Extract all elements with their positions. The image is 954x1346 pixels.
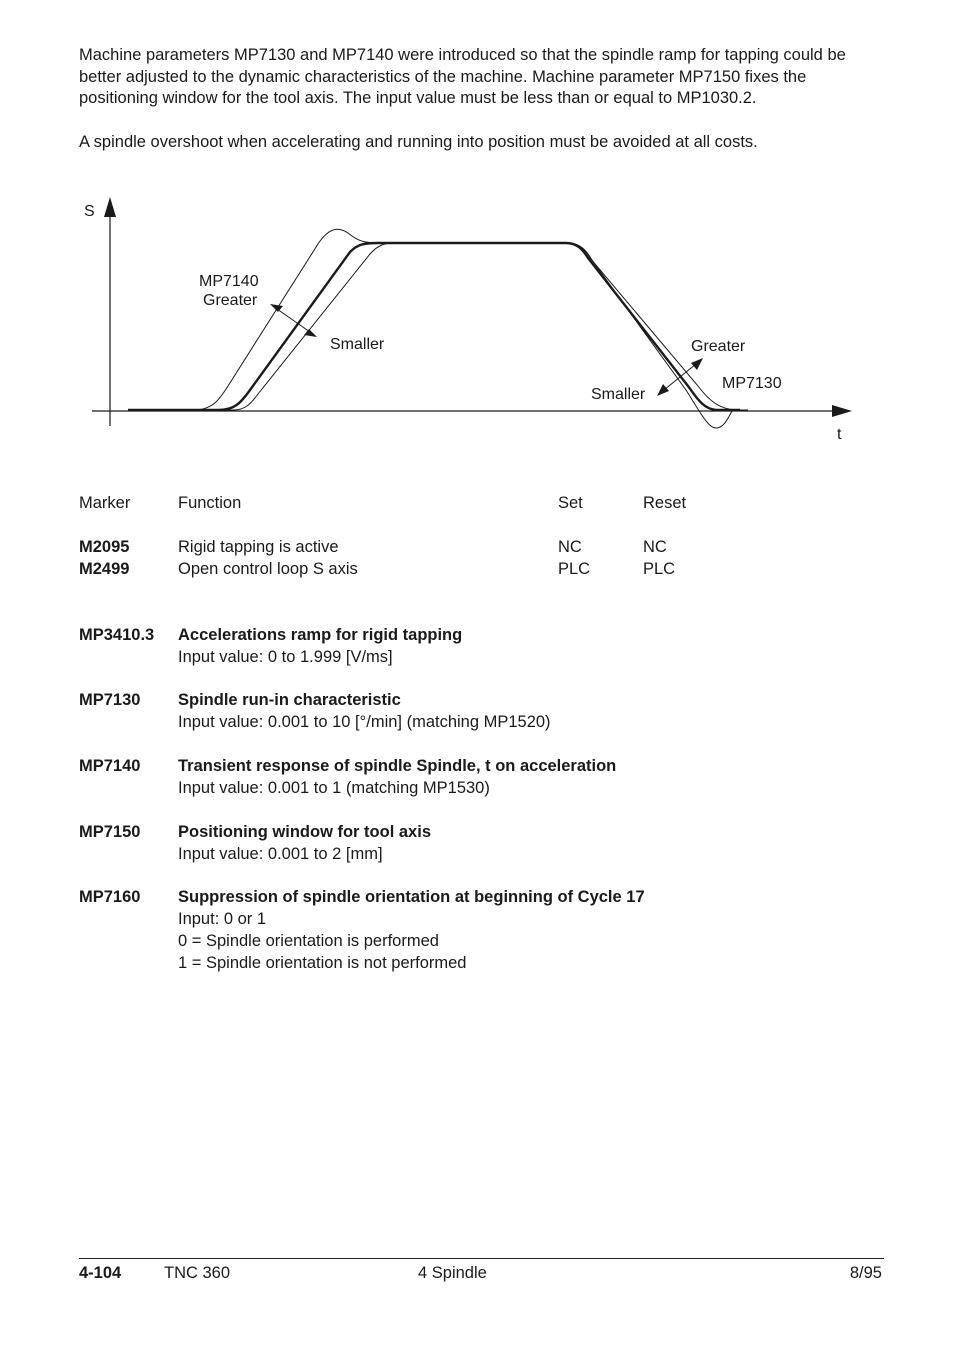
- header-reset: Reset: [643, 494, 687, 512]
- intro-paragraph-1: Machine parameters MP7130 and MP7140 were introduced so that the spindle ramp for tapping could be better adjusted to the dynamic characteristics of the machine. Machine parameter MP7150 fixes the positioning window for the tool axis. The input value must be less than or equal to MP1030.2.: [79, 46, 846, 107]
- param-line: 0 = Spindle orientation is performed: [178, 932, 439, 950]
- param-id: MP7160: [79, 888, 141, 906]
- marker-set: NC: [558, 538, 582, 556]
- table-row: [79, 558, 879, 580]
- param-line: Input value: 0.001 to 2 [mm]: [178, 845, 383, 863]
- param-id: MP7150: [79, 823, 141, 841]
- page-number: 4-104: [79, 1264, 122, 1282]
- y-axis-arrow: [104, 197, 116, 217]
- label-smaller-right: Smaller: [591, 386, 646, 403]
- param-line: Input value: 0.001 to 1 (matching MP1530): [178, 779, 490, 797]
- param-line: Input value: 0.001 to 10 [°/min] (matching MP1520): [178, 713, 551, 731]
- edition-date: 8/95: [849, 1264, 882, 1282]
- curve-overshoot: [128, 229, 772, 428]
- mp7130-arrow-head-lower: [657, 384, 669, 396]
- param-mp7140: [79, 755, 879, 799]
- intro-text: [79, 45, 889, 153]
- marker-id: M2499: [79, 560, 130, 578]
- param-mp7160: [79, 886, 879, 974]
- param-id: MP7130: [79, 691, 141, 709]
- header-function: Function: [178, 494, 242, 512]
- table-row: [79, 536, 879, 558]
- param-line: 1 = Spindle orientation is not performed: [178, 954, 467, 972]
- param-mp7130: [79, 689, 879, 733]
- header-marker: Marker: [79, 494, 131, 512]
- intro-paragraph-2: A spindle overshoot when accelerating and running into position must be avoided at all costs.: [79, 132, 758, 151]
- marker-id: M2095: [79, 538, 130, 556]
- label-smaller-left: Smaller: [330, 336, 385, 353]
- param-line: Input: 0 or 1: [178, 910, 267, 928]
- marker-table-header: [79, 492, 879, 514]
- marker-reset: NC: [643, 538, 667, 556]
- mp7140-arrow-head-lower: [304, 329, 317, 337]
- x-axis-arrow: [832, 405, 852, 417]
- marker-reset: PLC: [643, 560, 676, 578]
- label-mp7140: MP7140: [199, 273, 259, 290]
- header-set: Set: [558, 494, 583, 512]
- label-mp7140-greater: Greater: [203, 292, 258, 309]
- param-title: Suppression of spindle orientation at beginning of Cycle 17: [178, 888, 645, 906]
- param-id: MP7140: [79, 757, 141, 775]
- param-mp3410-3: [79, 624, 879, 668]
- chapter-title: 4 Spindle: [418, 1264, 487, 1282]
- curve-slow: [128, 243, 748, 410]
- param-line: Input value: 0 to 1.999 [V/ms]: [178, 648, 393, 666]
- spindle-ramp-diagram: [0, 190, 954, 450]
- param-mp7150: [79, 821, 879, 865]
- param-title: Accelerations ramp for rigid tapping: [178, 626, 463, 644]
- marker-function: Rigid tapping is active: [178, 538, 339, 556]
- mp7140-arrow-head-upper: [270, 304, 283, 312]
- mp7130-arrow-head-upper: [691, 358, 703, 370]
- y-axis-label: S: [84, 203, 95, 220]
- param-title: Positioning window for tool axis: [178, 823, 431, 841]
- marker-function: Open control loop S axis: [178, 560, 358, 578]
- label-mp7130: MP7130: [722, 375, 782, 392]
- param-title: Transient response of spindle Spindle, t on acceleration: [178, 757, 617, 775]
- mp7130-arrow-line: [664, 364, 696, 390]
- param-title: Spindle run-in characteristic: [178, 691, 401, 709]
- label-greater-right: Greater: [691, 338, 746, 355]
- marker-set: PLC: [558, 560, 591, 578]
- param-id: MP3410.3: [79, 626, 155, 644]
- page-footer: [79, 1258, 884, 1282]
- x-axis-label: t: [837, 426, 842, 443]
- product-name: TNC 360: [164, 1264, 231, 1282]
